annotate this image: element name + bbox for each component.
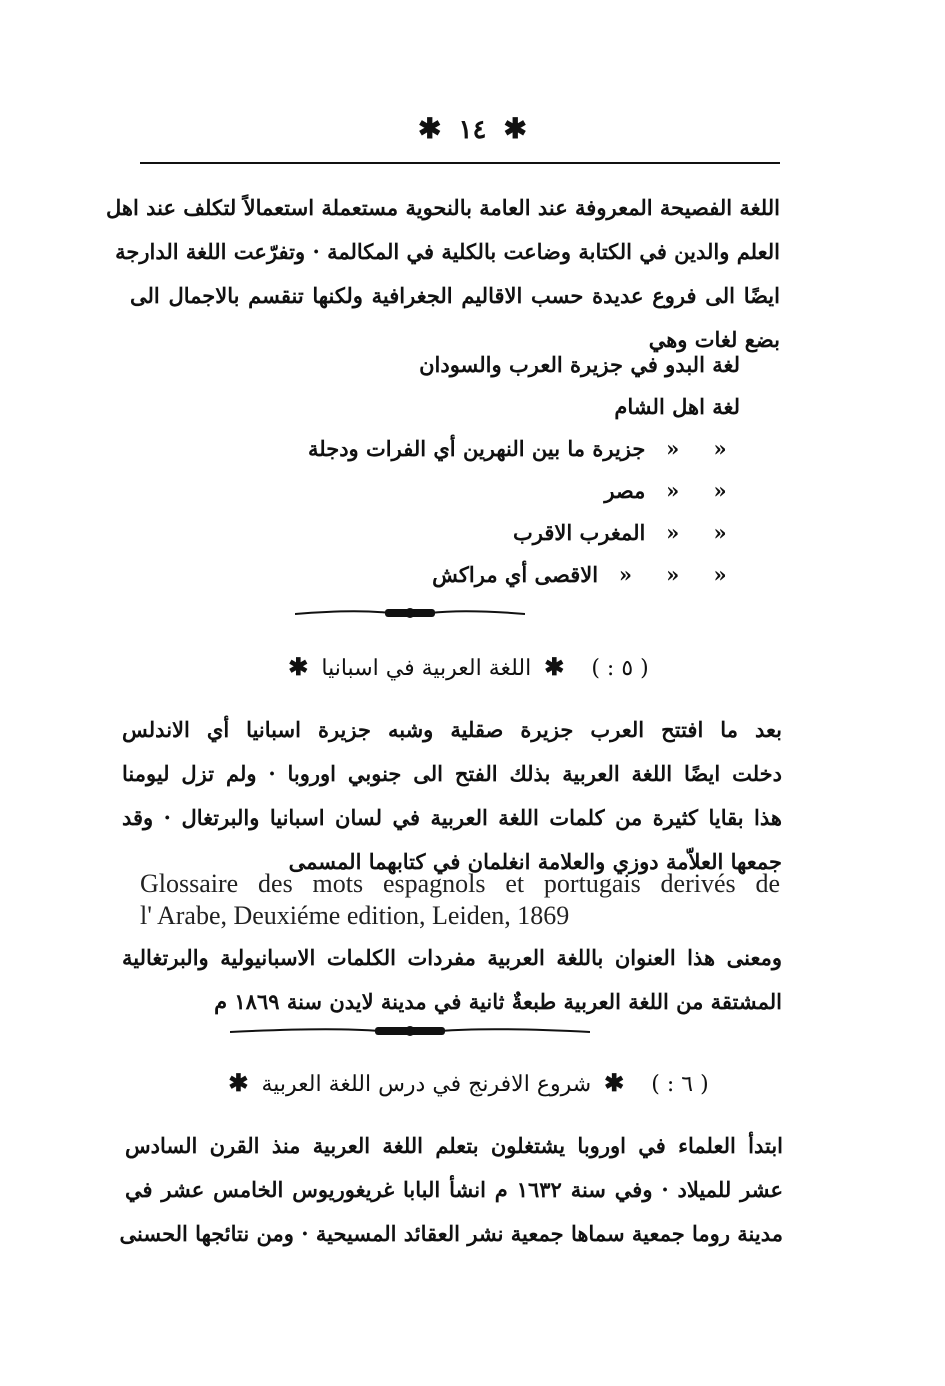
section-heading: شروع الافرنج في درس اللغة العربية: [261, 1072, 592, 1097]
ditto-mark: «: [713, 562, 727, 587]
ditto-mark: «: [666, 520, 680, 545]
paragraph-title-meaning: [122, 936, 782, 1024]
star-ornament-icon: ✱: [503, 112, 527, 145]
text-line: ابتدأ العلماء في اوروبا يشتغلون بتعلم اللغة العربية منذ القرن السادس: [125, 1133, 783, 1158]
star-ornament-icon: ✱: [228, 1068, 249, 1097]
divider-ornament: [295, 606, 525, 620]
list-item: « « المغرب الاقرب: [513, 520, 740, 545]
latin-book-title: [140, 868, 780, 932]
star-ornament-icon: ✱: [544, 652, 565, 681]
text-line: بضع لغات وهي: [648, 327, 780, 352]
section-heading: اللغة العربية في اسبانيا: [321, 656, 532, 681]
list-item: « « مصر: [604, 478, 740, 503]
text-line: اللغة الفصيحة المعروفة عند العامة بالنحوية مستعملة استعمالاً لتكلف عند اهل: [105, 195, 780, 220]
list-item: لغة اهل الشام: [614, 394, 740, 419]
page-header: [0, 112, 945, 145]
text-line: Glossaire des mots espagnols et portugais derivés de: [140, 869, 780, 898]
divider-ornament-icon: [230, 1024, 590, 1038]
text-line: بعد ما افتتح العرب جزيرة صقلية وشبه جزيرة اسبانيا أي الاندلس: [122, 717, 782, 742]
ditto-mark: «: [618, 562, 632, 587]
text-line: ايضًا الى فروع عديدة حسب الاقاليم الجغرافية ولكنها تنقسم بالاجمال الى: [130, 283, 780, 308]
text-line: المشتقة من اللغة العربية طبعةٌ ثانية في مدينة لايدن سنة ١٨٦٩ م: [214, 989, 782, 1014]
page-number: ١٤: [458, 115, 487, 145]
section-number: ( ٦ : ): [651, 1072, 709, 1097]
text-line: مدينة روما جمعية سماها جمعية نشر العقائد المسيحية · ومن نتائجها الحسنى: [119, 1221, 783, 1246]
text-line: جمعها العلاّمة دوزي والعلامة انغلمان في كتابهما المسمى: [288, 849, 782, 874]
star-ornament-icon: ✱: [288, 652, 309, 681]
paragraph-europe-study: [119, 1124, 783, 1256]
section-6-title: [0, 1068, 945, 1097]
text-line: ومعنى هذا العنوان باللغة العربية مفردات الكلمات الاسبانيولية والبرتغالية: [122, 945, 782, 970]
list-item: « « جزيرة ما بين النهرين أي الفرات ودجلة: [308, 436, 740, 461]
ditto-mark: «: [666, 436, 680, 461]
star-ornament-icon: ✱: [604, 1068, 625, 1097]
ditto-mark: «: [666, 562, 680, 587]
paragraph-spain: [122, 708, 782, 884]
header-rule: [140, 162, 780, 164]
ditto-mark: «: [713, 436, 727, 461]
text-line: l' Arabe, Deuxiéme edition, Leiden, 1869: [140, 901, 570, 930]
paragraph-dialects-intro: [105, 186, 780, 362]
list-item: « « « الاقصى أي مراكش: [432, 562, 740, 587]
divider-ornament-icon: [295, 606, 525, 620]
ditto-mark: «: [713, 478, 727, 503]
ditto-mark: «: [713, 520, 727, 545]
divider-ornament: [230, 1024, 590, 1038]
ditto-mark: «: [666, 478, 680, 503]
section-5-title: [0, 652, 945, 681]
star-ornament-icon: ✱: [418, 112, 442, 145]
text-line: عشر للميلاد · وفي سنة ١٦٣٢ م انشأ البابا غريغوريوس الخامس عشر في: [125, 1177, 783, 1202]
text-line: دخلت ايضًا اللغة العربية بذلك الفتح الى جنوبي اوروبا · ولم تزل ليومنا: [122, 761, 782, 786]
text-line: هذا بقايا كثيرة من كلمات اللغة العربية في لسان اسبانيا والبرتغال · وقد: [122, 805, 782, 830]
text-line: العلم والدين في الكتابة وضاعت بالكلية في المكالمة · وتفرّعت اللغة الدارجة: [115, 239, 780, 264]
list-item: لغة البدو في جزيرة العرب والسودان: [419, 352, 740, 377]
section-number: ( ٥ : ): [591, 656, 649, 681]
